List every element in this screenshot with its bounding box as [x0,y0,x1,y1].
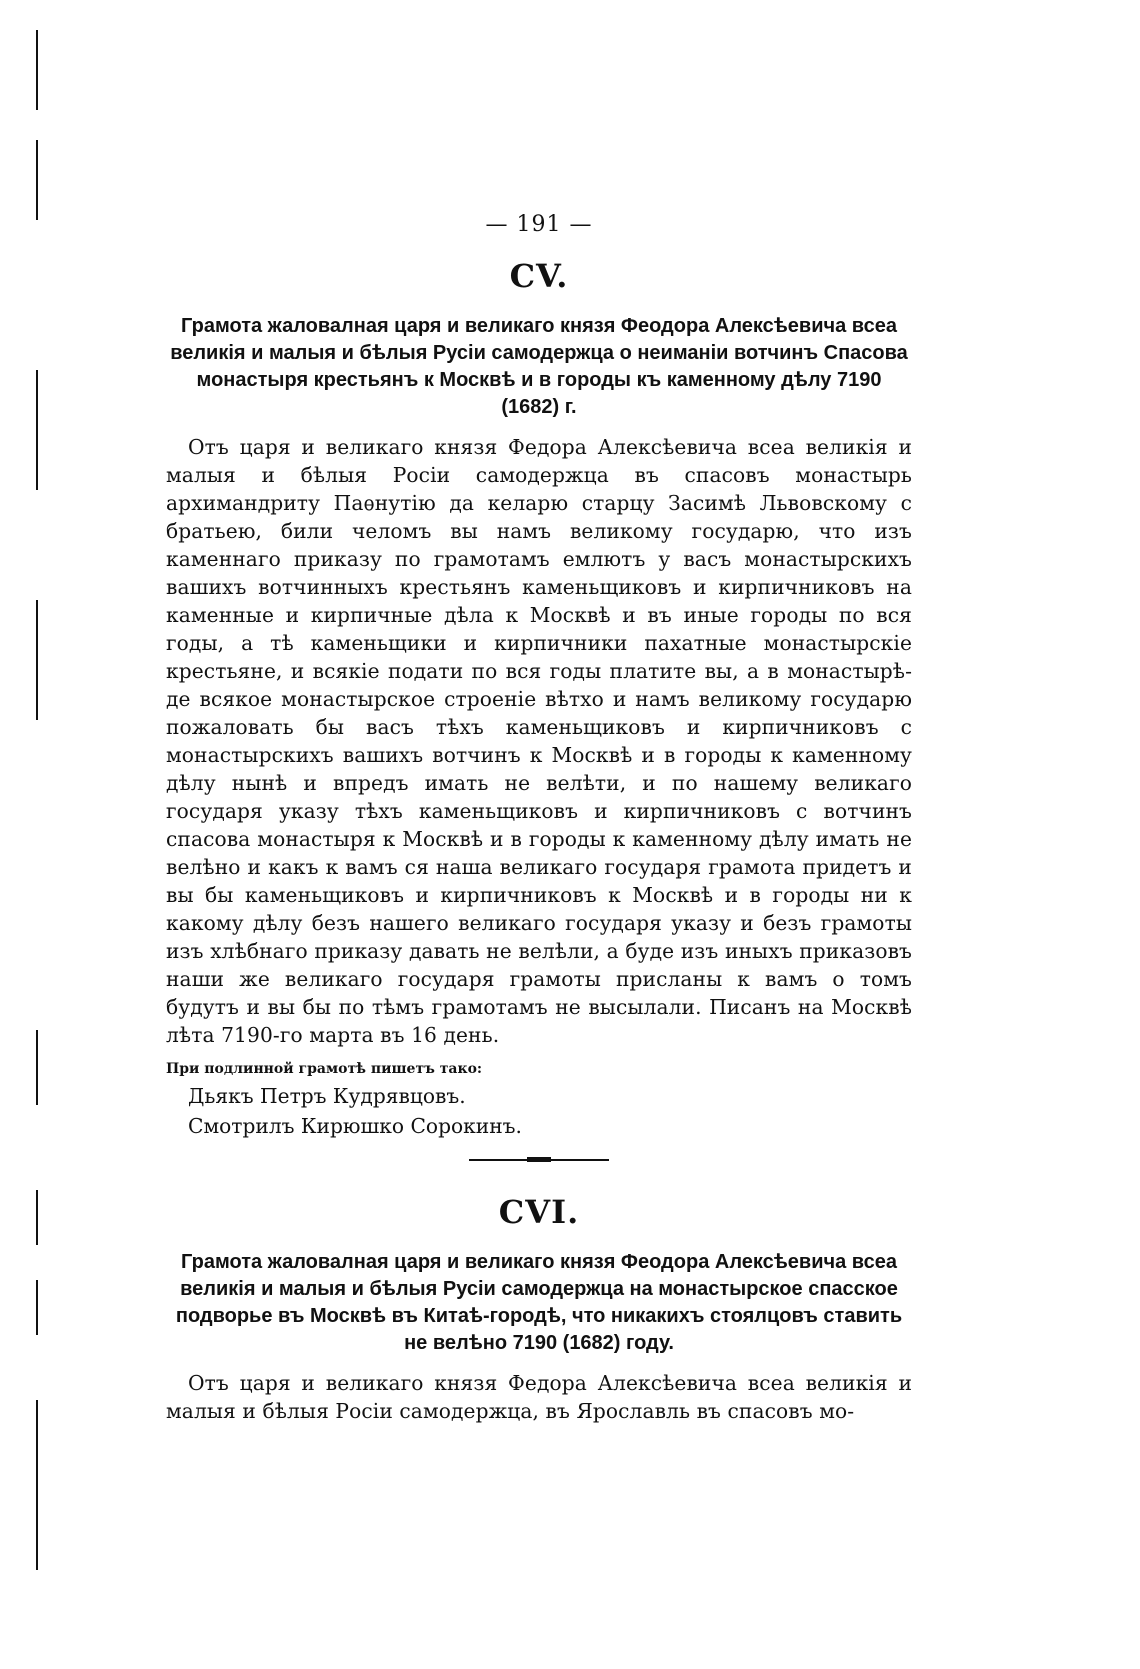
scan-edge-line [36,370,38,490]
signature-intro: При подлинной грамотѣ пишетъ тако: [166,1061,483,1077]
page-number: — 191 — [485,212,593,237]
section-title: Грамота жаловалная царя и великаго князя Феодора Алексѣевича всеа великія и малыя и бѣлыя Русіи самодержца на монастырское спасское подворье въ Москвѣ въ Китаѣ-городѣ, что никакихъ стоялцовъ ставить не велѣно 7190 (1682) году. [175,1251,903,1354]
section-cvi [166,1193,912,1425]
section-divider [469,1159,609,1161]
scan-edge-line [36,1280,38,1335]
scan-edge-line [36,1400,38,1570]
section-title: Грамота жаловалная царя и великаго князя Феодора Алексѣевича всеа великія и малыя и бѣлыя Русіи самодержца о неиманіи вотчинъ Спасова монастыря крестьянъ к Москвѣ и в городы къ каменному дѣлу 7190 (1682) г. [170,315,908,418]
signature-line: Смотрилъ Кирюшко Сорокинъ. [188,1114,522,1138]
scan-edge-line [36,140,38,220]
section-number: CVI. [498,1193,580,1231]
section-body: Отъ царя и великаго князя Федора Алексѣевича всеа великія и малыя и бѣлыя Росіи самодержца, въ Ярославль въ спасовъ мо- [166,1371,912,1423]
section-cv [166,257,912,1141]
scan-edge-line [36,30,38,110]
scan-edge-line [36,600,38,720]
scan-edge-line [36,1030,38,1105]
signature-line: Дьякъ Петръ Кудрявцовъ. [188,1084,466,1108]
section-body: Отъ царя и великаго князя Федора Алексѣевича всеа великія и малыя и бѣлыя Росіи самодержца въ спасовъ монастырь архимандриту Паѳнутію да келарю старцу Засимѣ Львовскому с братьею, били челомъ вы намъ великому государю, что изъ каменнаго приказу по грамотамъ емлютъ у васъ монастырскихъ вашихъ вотчинныхъ крестьянъ каменьщиковъ и кирпичниковъ на каменные и кирпичные дѣла к Москвѣ и въ иные городы по вся годы, а тѣ каменьщики и кирпичники пахатные монастырскіе крестьяне, и всякіе подати по вся годы платите вы, а в монастырѣ-де всякое монастырское строеніе вѣтхо и намъ великому государю пожаловать бы васъ тѣхъ каменьщиковъ и кирпичниковъ с монастырскихъ вашихъ вотчинъ к Москвѣ и в городы к каменному дѣлу нынѣ и впредъ имать не велѣти, и по нашему великаго государя указу тѣхъ каменьщиковъ и кирпичниковъ с вотчинъ спасова монастыря к Москвѣ и в городы к каменному дѣлу имать не велѣно и какъ к вамъ ся наша великаго государя грамота придетъ и вы бы каменьщиковъ и кирпичниковъ к Москвѣ и в городы ни к какому дѣлу безъ нашего великаго государя указу и безъ грамоты изъ хлѣбнаго приказу давать не велѣли, а буде изъ иныхъ приказовъ наши же великаго государя грамоты присланы к вамъ о томъ будутъ и вы бы по тѣмъ грамотамъ не высылали. Писанъ на Москвѣ лѣта 7190-го марта въ 16 день. [166,435,912,1047]
page-column [166,212,912,1425]
scan-edge-line [36,1190,38,1245]
section-number: CV. [509,257,569,295]
